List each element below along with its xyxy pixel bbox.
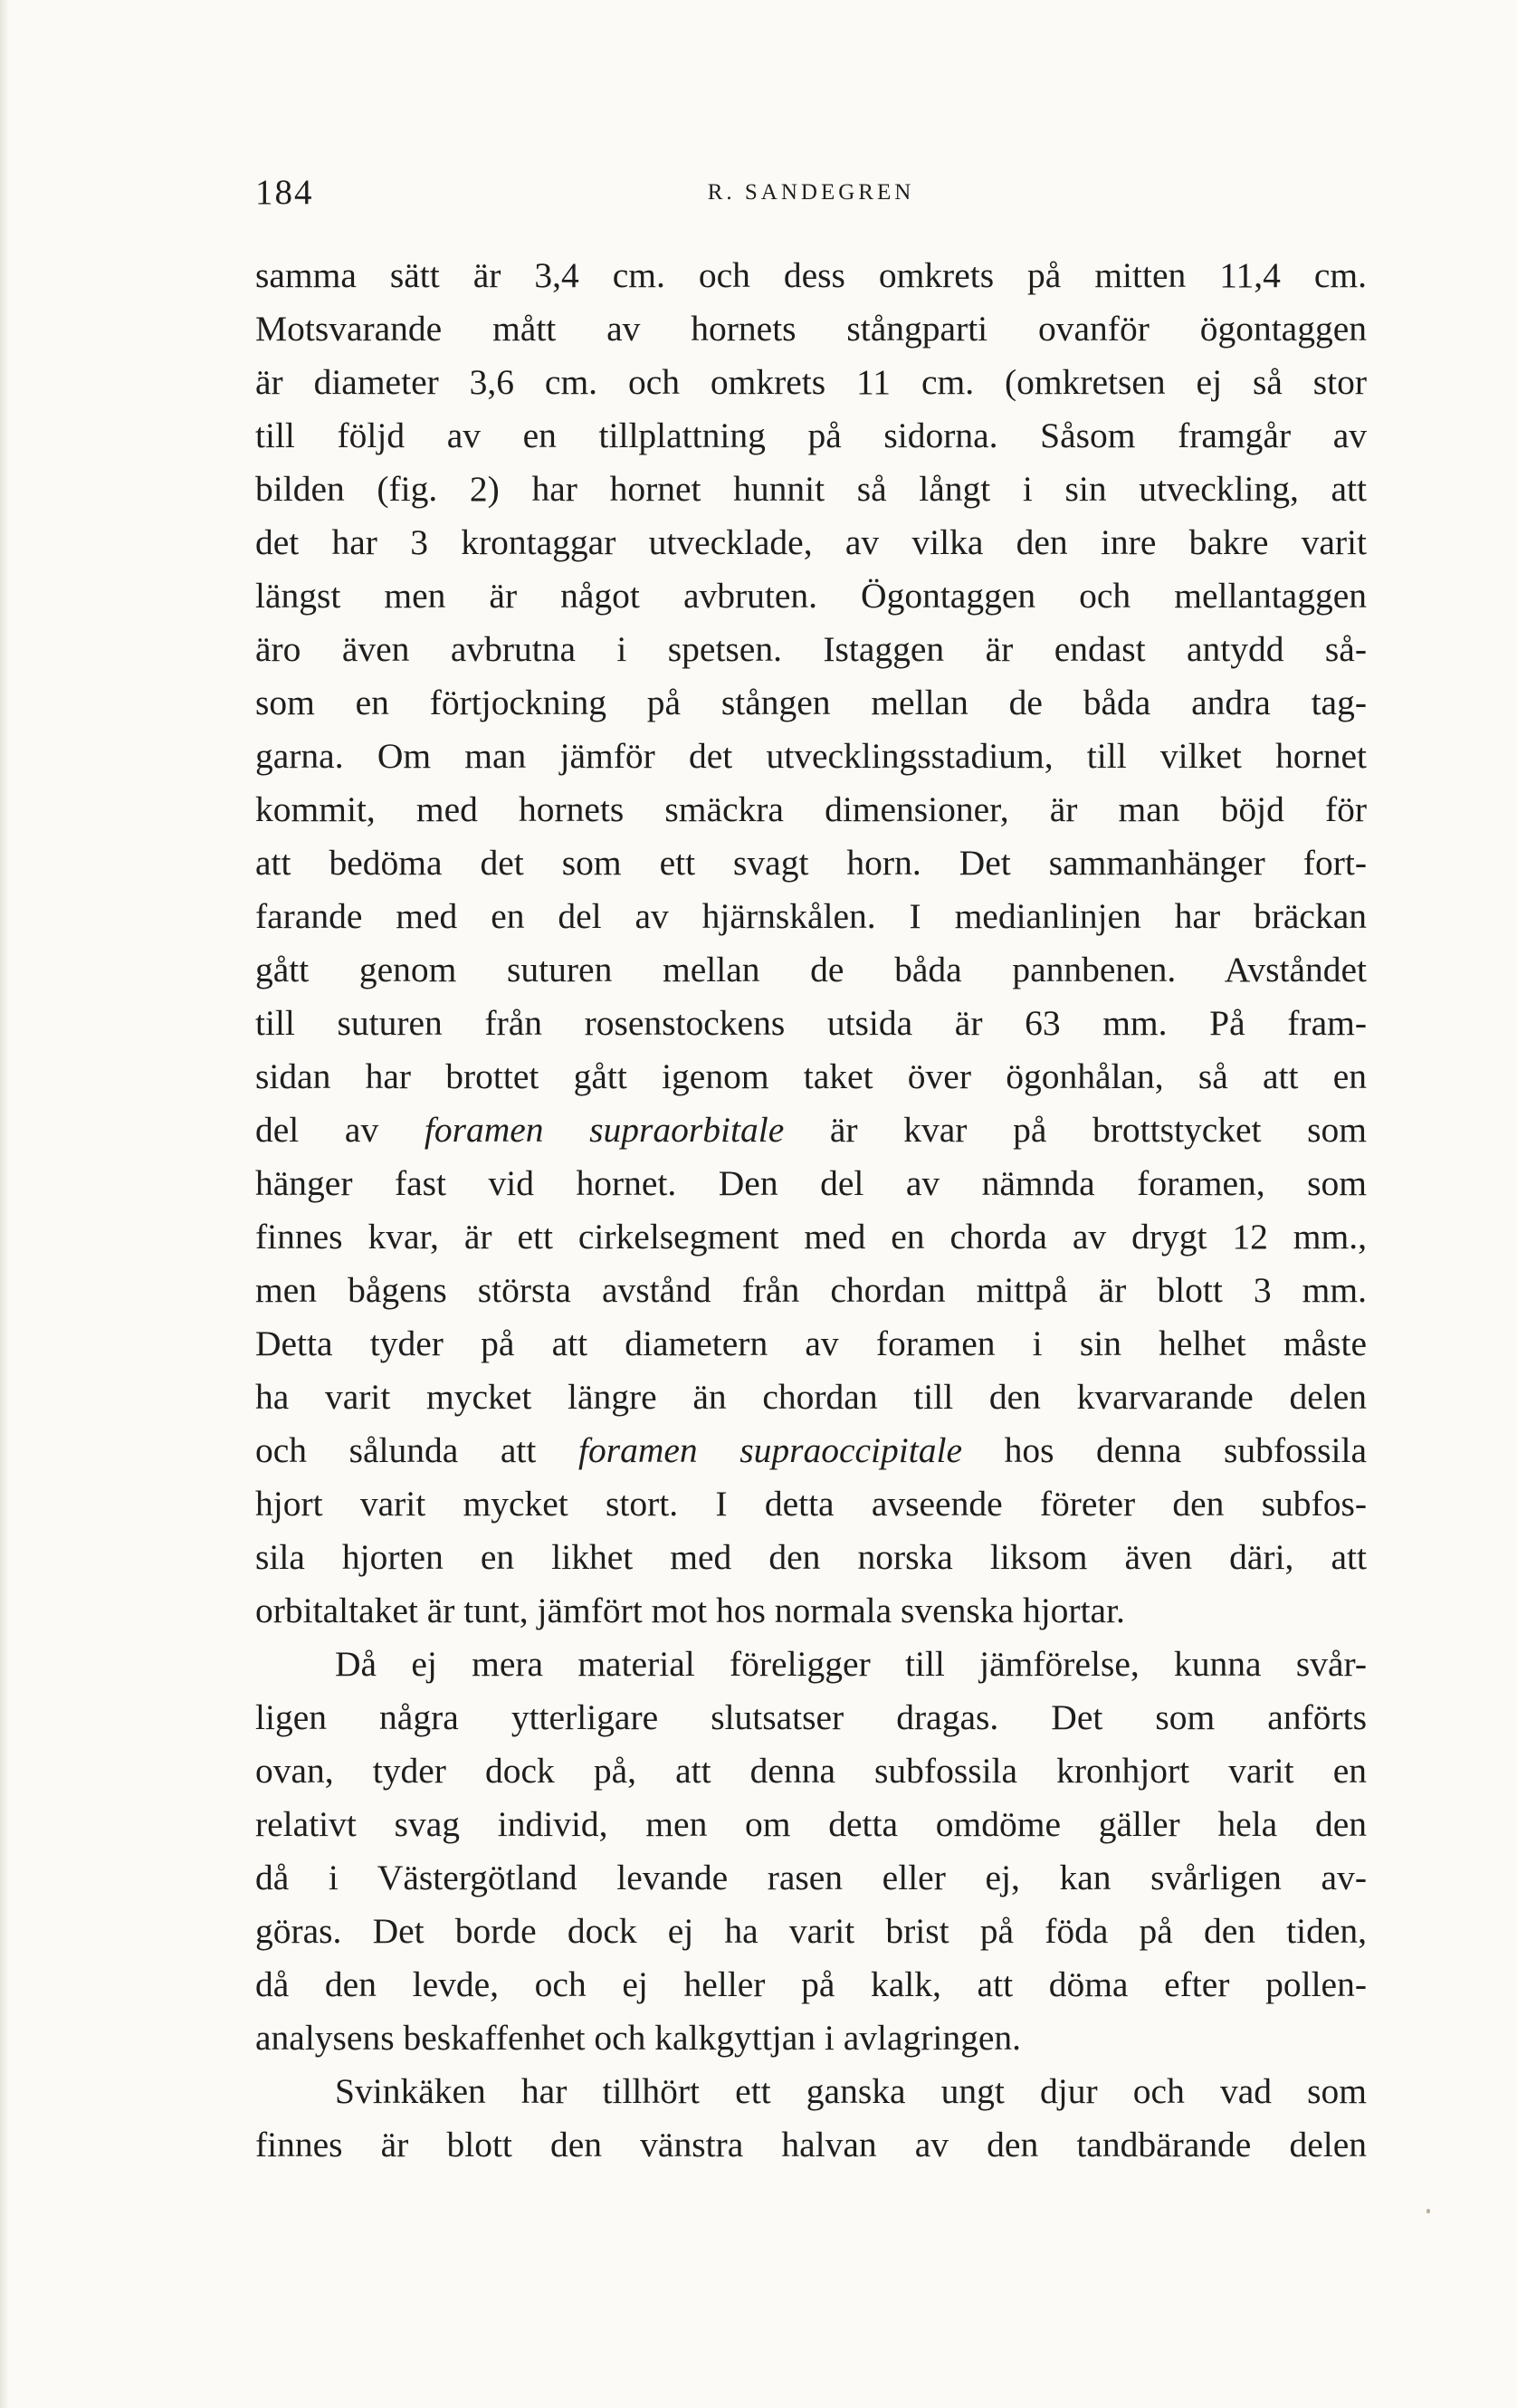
- text-line: kommit, med hornets smäckra dimensioner, är man böjd för: [255, 789, 1367, 829]
- text-line: gått genom suturen mellan de båda pannbenen. Avståndet: [255, 950, 1367, 989]
- body-text: [255, 249, 1367, 2172]
- text-line: göras. Det borde dock ej ha varit brist på föda på den tiden,: [255, 1911, 1367, 1951]
- text-line: analysens beskaffenhet och kalkgyttjan i avlagringen.: [255, 2018, 1022, 2058]
- text-line: finnes kvar, är ett cirkelsegment med en chorda av drygt 12 mm.,: [255, 1217, 1367, 1257]
- text-segment: är kvar på brottstycket som: [784, 1110, 1367, 1150]
- paper-speck: [1426, 2209, 1430, 2213]
- text-line: Då ej mera material föreligger till jämförelse, kunna svår-: [335, 1644, 1367, 1684]
- text-line: sila hjorten en likhet med den norska liksom även däri, att: [255, 1537, 1367, 1577]
- text-line: men bågens största avstånd från chordan mittpå är blott 3 mm.: [255, 1270, 1367, 1310]
- text-line: då den levde, och ej heller på kalk, att döma efter pollen-: [255, 1964, 1367, 2004]
- text-segment: och sålunda att: [255, 1430, 578, 1470]
- text-line: längst men är något avbruten. Ögontaggen och mellantaggen: [255, 576, 1367, 616]
- text-line: samma sätt är 3,4 cm. och dess omkrets på mitten 11,4 cm.: [255, 255, 1367, 295]
- text-line: orbitaltaket är tunt, jämfört mot hos normala svenska hjortar.: [255, 1591, 1125, 1630]
- text-line: äro även avbrutna i spetsen. Istaggen är endast antydd så-: [255, 629, 1367, 669]
- text-line: hänger fast vid hornet. Den del av nämnda foramen, som: [255, 1163, 1367, 1203]
- italic-term: foramen supraoccipitale: [577, 1430, 962, 1470]
- text-line: då i Västergötland levande rasen eller ej, kan svårligen av-: [255, 1858, 1367, 1897]
- text-line: det har 3 krontaggar utvecklade, av vilka den inre bakre varit: [255, 522, 1367, 562]
- text-line: finnes är blott den vänstra halvan av den tandbärande delen: [255, 2125, 1367, 2164]
- page-number: 184: [255, 173, 314, 212]
- text-line: till följd av en tillplattning på sidorna. Såsom framgår av: [255, 416, 1367, 455]
- text-line: relativt svag individ, men om detta omdöme gäller hela den: [255, 1804, 1367, 1844]
- text-line: bilden (fig. 2) har hornet hunnit så långt i sin utveckling, att: [255, 469, 1367, 509]
- text-line: att bedöma det som ett svagt horn. Det sammanhänger fort-: [255, 843, 1367, 883]
- text-line: Detta tyder på att diametern av foramen i sin helhet måste: [255, 1323, 1367, 1363]
- text-line: sidan har brottet gått igenom taket över ögonhålan, så att en: [255, 1056, 1367, 1096]
- text-line: som en förtjockning på stången mellan de båda andra tag-: [255, 683, 1367, 722]
- page-edge-shadow: [0, 0, 9, 2408]
- running-header: [255, 172, 1367, 217]
- text-line: Svinkäken har tillhört ett ganska ungt djur och vad som: [335, 2071, 1367, 2111]
- text-line: farande med en del av hjärnskålen. I medianlinjen har bräckan: [255, 896, 1367, 936]
- italic-term: foramen supraorbitale: [424, 1110, 785, 1150]
- text-line: Motsvarande mått av hornets stångparti ovanför ögontaggen: [255, 309, 1367, 349]
- text-line: garna. Om man jämför det utvecklingsstadium, till vilket hornet: [255, 736, 1367, 776]
- text-line: ligen några ytterligare slutsatser dragas. Det som anförts: [255, 1697, 1367, 1737]
- text-segment: del av: [255, 1110, 425, 1150]
- text-line: till suturen från rosenstockens utsida är 63 mm. På fram-: [255, 1003, 1367, 1043]
- header-author: R. SANDEGREN: [707, 180, 915, 205]
- text-line: ovan, tyder dock på, att denna subfossila kronhjort varit en: [255, 1751, 1367, 1791]
- text-line: [255, 1104, 1367, 1157]
- text-line: ha varit mycket längre än chordan till den kvarvarande delen: [255, 1377, 1367, 1417]
- text-line: är diameter 3,6 cm. och omkrets 11 cm. (omkretsen ej så stor: [255, 362, 1367, 402]
- text-segment: hos denna subfossila: [961, 1430, 1367, 1470]
- text-line: hjort varit mycket stort. I detta avseende företer den subfos-: [255, 1484, 1367, 1524]
- text-line: [255, 1424, 1367, 1477]
